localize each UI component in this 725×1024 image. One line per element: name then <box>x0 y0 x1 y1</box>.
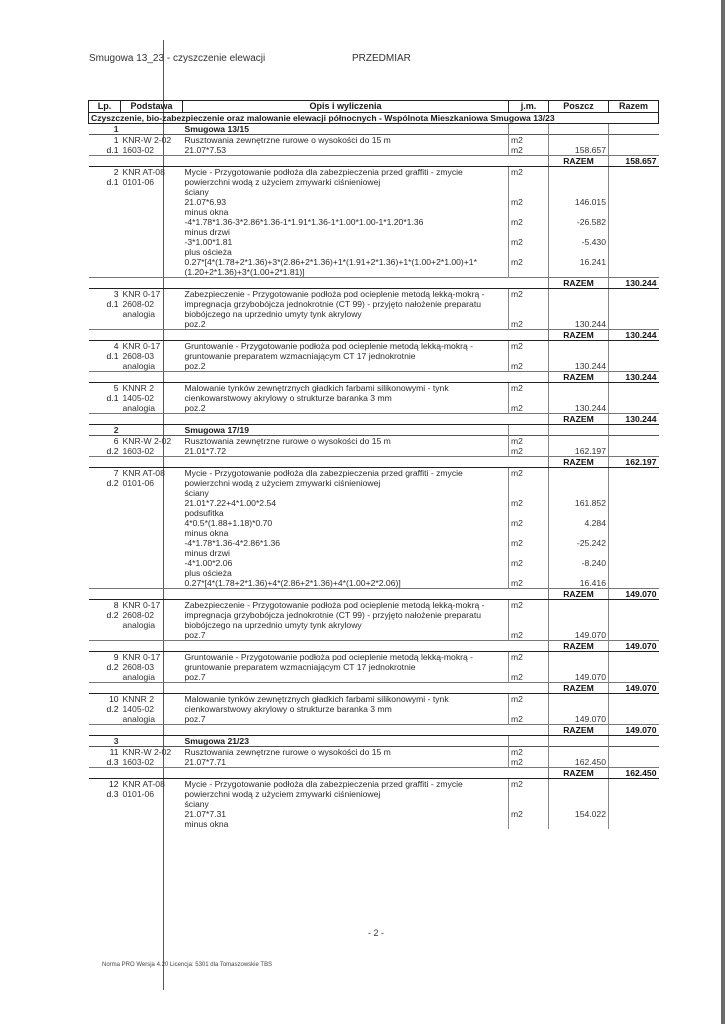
position-unit: m2 <box>509 468 549 489</box>
position-description: Gruntowanie - Przygotowanie podłoża pod ocieplenie metodą lekką-mokrą - gruntowanie preparatem wzmacniającym CT 17 jednokrotnie <box>183 652 509 673</box>
group-number: 2 <box>89 425 121 436</box>
calc-value <box>549 247 609 257</box>
calc-expression: -4*1.00*2.06 <box>184 558 233 568</box>
position-poszcz-empty <box>549 167 609 188</box>
calc-unit: m2 <box>509 319 549 330</box>
razem-label: RAZEM <box>549 372 609 383</box>
group-spacer <box>121 124 183 135</box>
razem-label: RAZEM <box>549 414 609 425</box>
calc-unit: m2 <box>509 403 549 414</box>
calc-razem-empty <box>609 187 659 197</box>
calc-razem-empty <box>609 819 659 829</box>
position-number: 12 d.3 <box>89 779 121 830</box>
calc-razem-empty <box>609 145 659 156</box>
calc-value: 149.070 <box>549 714 609 725</box>
position-razem-empty <box>609 436 659 447</box>
razem-spacer <box>89 372 549 383</box>
position-unit: m2 <box>509 747 549 758</box>
calc-value <box>549 207 609 217</box>
calc-expression: poz.2 <box>184 361 206 371</box>
position-unit: m2 <box>509 436 549 447</box>
calc-unit: m2 <box>509 237 549 247</box>
position-description: Rusztowania zewnętrzne rurowe o wysokości do 15 m <box>183 436 509 447</box>
razem-row <box>89 641 659 652</box>
section-title-row <box>89 113 659 124</box>
calc-value: 16.416 <box>549 578 609 589</box>
calc-value: -5.430 <box>549 237 609 247</box>
table-row <box>89 341 659 362</box>
group-poszcz-empty <box>549 736 609 747</box>
calc-value: 16.241 <box>549 257 609 278</box>
calc-value: 130.244 <box>549 319 609 330</box>
position-poszcz-empty <box>549 383 609 404</box>
calc-expression: poz.2 <box>184 403 206 413</box>
position-poszcz-empty <box>549 436 609 447</box>
calc-value <box>549 488 609 498</box>
calc-unit <box>509 568 549 578</box>
position-number: 8 d.2 <box>89 600 121 641</box>
position-basis: KNR 0-17 2608-03 analogia <box>121 652 183 683</box>
position-poszcz-empty <box>549 341 609 362</box>
table-row <box>89 135 659 146</box>
group-jm-empty <box>509 736 549 747</box>
razem-label: RAZEM <box>549 589 609 600</box>
table-row <box>89 289 659 320</box>
calc-unit: m2 <box>509 578 549 589</box>
table-row <box>89 747 659 758</box>
table-row <box>89 383 659 404</box>
razem-row <box>89 156 659 167</box>
calc-value: 162.197 <box>549 446 609 457</box>
position-number: 7 d.2 <box>89 468 121 589</box>
position-razem-empty <box>609 135 659 146</box>
calc-value <box>549 799 609 809</box>
calc-unit: m2 <box>509 361 549 372</box>
position-unit: m2 <box>509 167 549 188</box>
razem-label: RAZEM <box>549 156 609 167</box>
razem-value: 130.244 <box>609 372 659 383</box>
position-number: 9 d.2 <box>89 652 121 683</box>
calc-expression: 0.27*[4*(1.78+2*1.36)+4*(2.86+2*1.36)+4*(1.00+2*2.06)] <box>184 578 401 588</box>
table-row <box>89 600 659 631</box>
razem-row <box>89 372 659 383</box>
section-title: Czyszczenie, bio-zabezpieczenie oraz malowanie elewacji północnych - Wspólnota Mieszkaniowa Smugowa 13/23 <box>89 113 659 124</box>
position-description: Mycie - Przygotowanie podłoża dla zabezpieczenia przed graffiti - zmycie powierzchni wodą z użyciem zmywarki ciśnieniowej <box>183 779 509 800</box>
position-basis: KNR 0-17 2608-03 analogia <box>121 341 183 372</box>
calc-razem-empty <box>609 568 659 578</box>
column-header-podstawa: Podstawa <box>121 101 183 113</box>
calc-value: 130.244 <box>549 361 609 372</box>
position-number: 6 d.2 <box>89 436 121 457</box>
calc-unit: m2 <box>509 558 549 568</box>
calc-value: 161.852 <box>549 498 609 508</box>
column-header-razem: Razem <box>609 101 659 113</box>
razem-spacer <box>89 768 549 779</box>
group-spacer <box>121 736 183 747</box>
position-unit: m2 <box>509 652 549 673</box>
calc-value <box>549 819 609 829</box>
position-description: Zabezpieczenie - Przygotowanie podłoża pod ocieplenie metodą lekką-mokrą - impregnacja grzybobójcza jednokrotnie (CT 99) - przyjęto nałożenie preparatu biobójczego na uprzednio umyty tynk akrylowy <box>183 289 509 320</box>
group-razem-empty <box>609 124 659 135</box>
calc-value: -25.242 <box>549 538 609 548</box>
position-unit: m2 <box>509 694 549 715</box>
razem-value: 130.244 <box>609 414 659 425</box>
calc-expression: podsufitka <box>184 508 224 518</box>
calc-razem-empty <box>609 247 659 257</box>
position-unit: m2 <box>509 600 549 631</box>
position-description: Rusztowania zewnętrzne rurowe o wysokości do 15 m <box>183 135 509 146</box>
calc-expression: poz.7 <box>184 630 206 640</box>
table-header-row <box>89 101 659 113</box>
position-poszcz-empty <box>549 694 609 715</box>
calc-razem-empty <box>609 361 659 372</box>
calc-razem-empty <box>609 518 659 528</box>
calc-value: -26.582 <box>549 217 609 227</box>
calc-expression: ściany <box>184 799 209 809</box>
calc-value: 146.015 <box>549 197 609 207</box>
position-basis: KNNR 2 1405-02 analogia <box>121 383 183 414</box>
position-unit: m2 <box>509 135 549 146</box>
razem-spacer <box>89 725 549 736</box>
calc-unit <box>509 799 549 809</box>
calc-razem-empty <box>609 578 659 589</box>
calc-unit: m2 <box>509 446 549 457</box>
group-jm-empty <box>509 124 549 135</box>
group-poszcz-empty <box>549 425 609 436</box>
calc-expression: ściany <box>184 488 209 498</box>
position-razem-empty <box>609 167 659 188</box>
position-description: Malowanie tynków zewnętrznych gładkich farbami silikonowymi - tynk cienkowarstwowy akrylowy o strukturze baranka 3 mm <box>183 694 509 715</box>
calc-razem-empty <box>609 197 659 207</box>
group-number: 3 <box>89 736 121 747</box>
razem-row <box>89 457 659 468</box>
position-basis: KNR AT-08 0101-06 <box>121 167 183 278</box>
position-razem-empty <box>609 694 659 715</box>
calc-value <box>549 568 609 578</box>
calc-unit: m2 <box>509 538 549 548</box>
position-description: Gruntowanie - Przygotowanie podłoża pod ocieplenie metodą lekką-mokrą - gruntowanie preparatem wzmacniającym CT 17 jednokrotnie <box>183 341 509 362</box>
razem-row <box>89 414 659 425</box>
calc-unit: m2 <box>509 217 549 227</box>
position-description: Mycie - Przygotowanie podłoża dla zabezpieczenia przed graffiti - zmycie powierzchni wodą z użyciem zmywarki ciśnieniowej <box>183 167 509 188</box>
group-title: Smugowa 13/15 <box>183 124 509 135</box>
calc-value: 149.070 <box>549 672 609 683</box>
calc-expression: 21.01*7.72 <box>184 446 227 456</box>
position-basis: KNR-W 2-02 1603-02 <box>121 135 183 156</box>
scan-edge-strip <box>721 0 725 1024</box>
razem-row <box>89 725 659 736</box>
razem-spacer <box>89 641 549 652</box>
position-razem-empty <box>609 383 659 404</box>
calc-razem-empty <box>609 714 659 725</box>
calc-expression: minus okna <box>184 207 229 217</box>
calc-razem-empty <box>609 403 659 414</box>
calc-unit <box>509 207 549 217</box>
calc-unit: m2 <box>509 257 549 278</box>
position-number: 3 d.1 <box>89 289 121 330</box>
razem-row <box>89 278 659 289</box>
group-razem-empty <box>609 736 659 747</box>
calc-expression: -4*1.78*1.36-4*2.86*1.36 <box>184 538 281 548</box>
razem-row <box>89 330 659 341</box>
calc-unit: m2 <box>509 518 549 528</box>
calc-razem-empty <box>609 558 659 568</box>
calc-unit: m2 <box>509 498 549 508</box>
calc-razem-empty <box>609 319 659 330</box>
razem-label: RAZEM <box>549 457 609 468</box>
calc-expression: minus drzwi <box>184 548 230 558</box>
calc-unit: m2 <box>509 714 549 725</box>
calc-expression: plus ościeża <box>184 247 232 257</box>
group-number: 1 <box>89 124 121 135</box>
calc-razem-empty <box>609 257 659 278</box>
calc-value <box>549 508 609 518</box>
calc-expression: minus okna <box>184 528 229 538</box>
calc-razem-empty <box>609 446 659 457</box>
calc-unit: m2 <box>509 757 549 768</box>
razem-spacer <box>89 278 549 289</box>
position-unit: m2 <box>509 383 549 404</box>
razem-spacer <box>89 589 549 600</box>
calc-expression: poz.7 <box>184 672 206 682</box>
table-row <box>89 436 659 447</box>
position-razem-empty <box>609 289 659 320</box>
calc-razem-empty <box>609 508 659 518</box>
calc-unit <box>509 227 549 237</box>
calc-value: 149.070 <box>549 630 609 641</box>
razem-value: 149.070 <box>609 725 659 736</box>
calc-razem-empty <box>609 672 659 683</box>
position-basis: KNR AT-08 0101-06 <box>121 468 183 589</box>
position-description: Mycie - Przygotowanie podłoża dla zabezpieczenia przed graffiti - zmycie powierzchni wodą z użyciem zmywarki ciśnieniowej <box>183 468 509 489</box>
calc-razem-empty <box>609 548 659 558</box>
calc-unit: m2 <box>509 145 549 156</box>
position-basis: KNR-W 2-02 1603-02 <box>121 436 183 457</box>
calc-expression: 0.27*[4*(1.78+2*1.36)+3*(2.86+2*1.36)+1*(1.91+2*1.36)+1*(1.00+2*1.00)+1*(1.20+2*1.36)+3*(1.00+2*1.81)] <box>184 257 477 277</box>
calc-expression: minus drzwi <box>184 227 230 237</box>
position-poszcz-empty <box>549 600 609 631</box>
calc-value <box>549 528 609 538</box>
calc-razem-empty <box>609 799 659 809</box>
position-razem-empty <box>609 652 659 673</box>
calc-unit: m2 <box>509 809 549 819</box>
razem-label: RAZEM <box>549 641 609 652</box>
position-razem-empty <box>609 600 659 631</box>
position-basis: KNR AT-08 0101-06 <box>121 779 183 830</box>
calc-expression: -4*1.78*1.36-3*2.86*1.36-1*1.91*1.36-1*1.00*1.00-1*1.20*1.36 <box>184 217 424 227</box>
calc-value: 158.657 <box>549 145 609 156</box>
calc-expression: 21.07*7.71 <box>184 757 227 767</box>
column-header-opis: Opis i wyliczenia <box>183 101 509 113</box>
calc-expression: 21.01*7.22+4*1.00*2.54 <box>184 498 277 508</box>
position-razem-empty <box>609 779 659 800</box>
calc-unit: m2 <box>509 630 549 641</box>
software-license: Norma PRO Wersja 4.20 Licencja: 5301 dla Tomaszowskie TBS <box>102 962 273 968</box>
table-row <box>89 779 659 800</box>
table-row <box>89 468 659 489</box>
position-number: 11 d.3 <box>89 747 121 768</box>
razem-label: RAZEM <box>549 725 609 736</box>
calc-expression: poz.7 <box>184 714 206 724</box>
position-number: 4 d.1 <box>89 341 121 372</box>
razem-value: 162.450 <box>609 768 659 779</box>
position-poszcz-empty <box>549 747 609 758</box>
calc-unit <box>509 528 549 538</box>
position-unit: m2 <box>509 779 549 800</box>
calc-unit: m2 <box>509 672 549 683</box>
position-poszcz-empty <box>549 779 609 800</box>
calc-value <box>549 548 609 558</box>
position-number: 5 d.1 <box>89 383 121 414</box>
calc-value: 154.022 <box>549 809 609 819</box>
razem-value: 162.197 <box>609 457 659 468</box>
calc-expression: poz.2 <box>184 319 206 329</box>
position-number: 1 d.1 <box>89 135 121 156</box>
calc-razem-empty <box>609 207 659 217</box>
position-poszcz-empty <box>549 468 609 489</box>
group-row <box>89 425 659 436</box>
calc-razem-empty <box>609 757 659 768</box>
position-description: Zabezpieczenie - Przygotowanie podłoża pod ocieplenie metodą lekką-mokrą - impregnacja grzybobójcza jednokrotnie (CT 99) - przyjęto nałożenie preparatu biobójczego na uprzednio umyty tynk akrylowy <box>183 600 509 631</box>
calc-razem-empty <box>609 217 659 227</box>
position-unit: m2 <box>509 289 549 320</box>
calc-unit <box>509 508 549 518</box>
column-header-lp: Lp. <box>89 101 121 113</box>
razem-spacer <box>89 683 549 694</box>
razem-row <box>89 589 659 600</box>
group-jm-empty <box>509 425 549 436</box>
document-title: Smugowa 13_23 - czyszczenie elewacji <box>89 53 266 64</box>
calc-razem-empty <box>609 538 659 548</box>
calc-value <box>549 187 609 197</box>
position-poszcz-empty <box>549 135 609 146</box>
calc-razem-empty <box>609 488 659 498</box>
group-title: Smugowa 17/19 <box>183 425 509 436</box>
position-basis: KNR 0-17 2608-02 analogia <box>121 289 183 330</box>
calc-expression: 4*0.5*(1.88+1.18)*0.70 <box>184 518 273 528</box>
calc-value: 130.244 <box>549 403 609 414</box>
group-row <box>89 124 659 135</box>
calc-razem-empty <box>609 498 659 508</box>
calc-expression: 21.07*7.53 <box>184 145 227 155</box>
razem-value: 149.070 <box>609 641 659 652</box>
calc-expression: -3*1.00*1.81 <box>184 237 233 247</box>
position-description: Rusztowania zewnętrzne rurowe o wysokości do 15 m <box>183 747 509 758</box>
table-row <box>89 167 659 188</box>
calc-razem-empty <box>609 227 659 237</box>
calc-expression: ściany <box>184 187 209 197</box>
razem-label: RAZEM <box>549 683 609 694</box>
calc-value: 4.284 <box>549 518 609 528</box>
calc-unit: m2 <box>509 197 549 207</box>
calc-razem-empty <box>609 809 659 819</box>
calc-value <box>549 227 609 237</box>
position-poszcz-empty <box>549 289 609 320</box>
position-razem-empty <box>609 747 659 758</box>
position-basis: KNR-W 2-02 1603-02 <box>121 747 183 768</box>
position-basis: KNR 0-17 2608-02 analogia <box>121 600 183 641</box>
razem-label: RAZEM <box>549 768 609 779</box>
document-type: PRZEDMIAR <box>352 53 411 64</box>
group-poszcz-empty <box>549 124 609 135</box>
calc-razem-empty <box>609 528 659 538</box>
position-description: Malowanie tynków zewnętrznych gładkich farbami silikonowymi - tynk cienkowarstwowy akrylowy o strukturze baranka 3 mm <box>183 383 509 404</box>
razem-value: 158.657 <box>609 156 659 167</box>
calc-expression: 21.07*6.93 <box>184 197 227 207</box>
group-razem-empty <box>609 425 659 436</box>
razem-label: RAZEM <box>549 278 609 289</box>
calc-expression: 21.07*7.31 <box>184 809 227 819</box>
calc-value: 162.450 <box>549 757 609 768</box>
calc-razem-empty <box>609 630 659 641</box>
position-number: 10 d.2 <box>89 694 121 725</box>
group-row <box>89 736 659 747</box>
calc-unit <box>509 819 549 829</box>
calc-expression: minus okna <box>184 819 229 829</box>
table-row <box>89 652 659 673</box>
razem-spacer <box>89 414 549 425</box>
razem-value: 149.070 <box>609 589 659 600</box>
razem-spacer <box>89 330 549 341</box>
calc-value: -8.240 <box>549 558 609 568</box>
razem-value: 149.070 <box>609 683 659 694</box>
calc-razem-empty <box>609 237 659 247</box>
razem-value: 130.244 <box>609 330 659 341</box>
razem-row <box>89 768 659 779</box>
position-unit: m2 <box>509 341 549 362</box>
position-basis: KNNR 2 1405-02 analogia <box>121 694 183 725</box>
calc-unit <box>509 488 549 498</box>
group-title: Smugowa 21/23 <box>183 736 509 747</box>
razem-label: RAZEM <box>549 330 609 341</box>
group-spacer <box>121 425 183 436</box>
razem-spacer <box>89 457 549 468</box>
column-header-jm: j.m. <box>509 101 549 113</box>
page-number: - 2 - <box>368 928 385 938</box>
calc-expression: plus ościeża <box>184 568 232 578</box>
calc-unit <box>509 187 549 197</box>
table-row <box>89 694 659 715</box>
position-razem-empty <box>609 341 659 362</box>
column-header-poszcz: Poszcz <box>549 101 609 113</box>
razem-row <box>89 683 659 694</box>
position-number: 2 d.1 <box>89 167 121 278</box>
position-poszcz-empty <box>549 652 609 673</box>
razem-value: 130.244 <box>609 278 659 289</box>
przedmiar-table <box>88 100 659 829</box>
calc-unit <box>509 548 549 558</box>
position-razem-empty <box>609 468 659 489</box>
calc-unit <box>509 247 549 257</box>
razem-spacer <box>89 156 549 167</box>
